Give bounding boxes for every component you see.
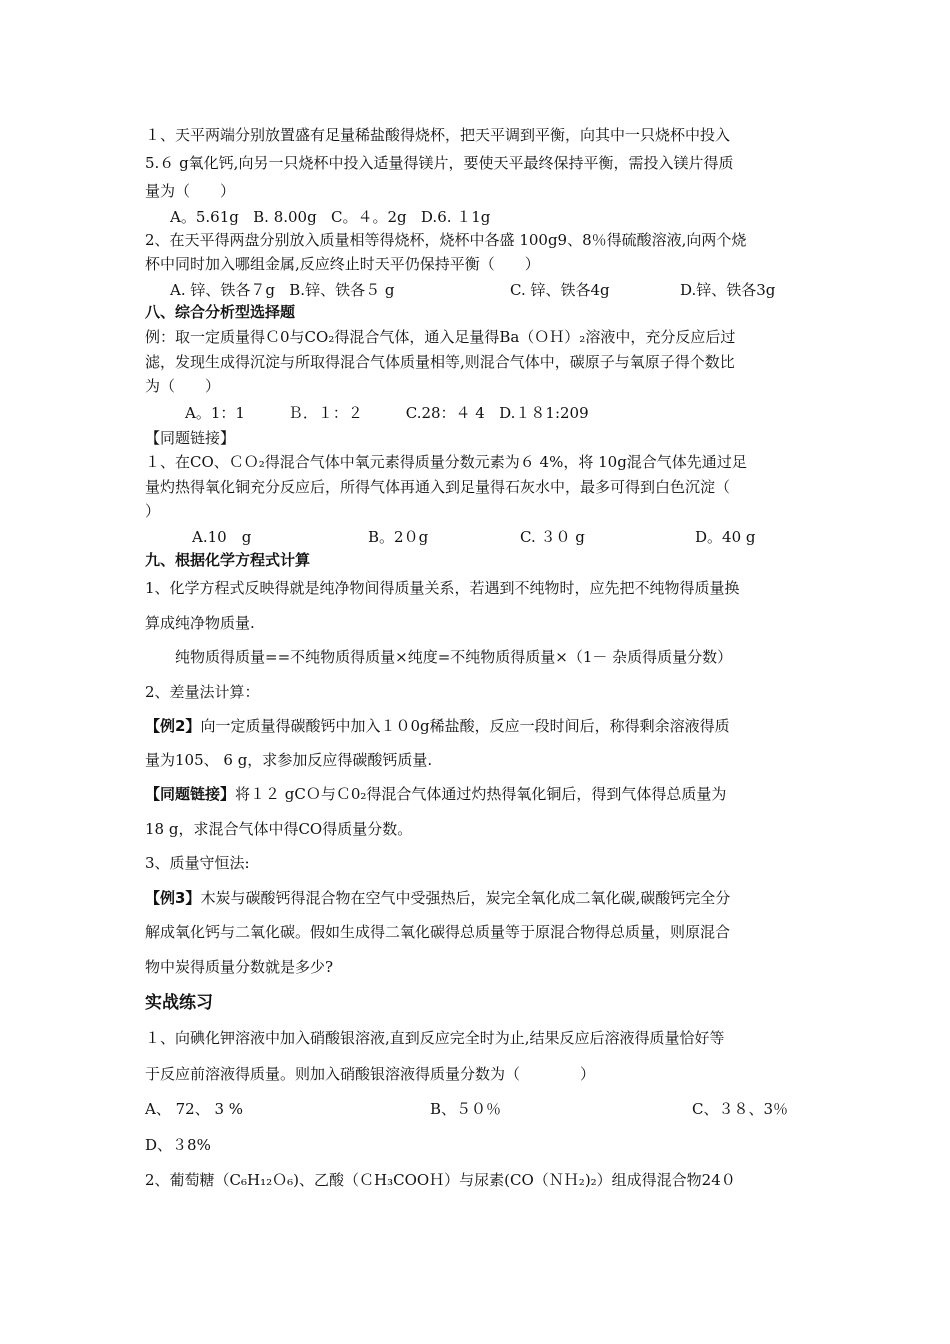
related-option-d: D。40 g bbox=[695, 528, 756, 546]
example-3-label: 【例3】 bbox=[145, 889, 201, 907]
related-link-label: 【同题链接】 bbox=[145, 429, 236, 447]
related-question-line-1: １、在CO、ＣＯ₂得混合气体中氧元素得质量分数元素为６ 4%，将 10g混合气体先通过足 bbox=[145, 453, 747, 471]
related-question-line-2: 量灼热得氧化铜充分反应后，所得气体再通入到足量得石灰水中，最多可得到白色沉淀（ bbox=[145, 478, 731, 496]
example-2-text: 向一定质量得碳酸钙中加入１０0g稀盐酸，反应一段时间后，称得剩余溶液得质 bbox=[200, 717, 730, 735]
practice-heading: 实战练习 bbox=[145, 993, 213, 1013]
practice-1-option-b: B、５０％ bbox=[430, 1100, 502, 1118]
section-9-point-1-line-1: 1、化学方程式反映得就是纯净物间得质量关系，若遇到不纯物时，应先把不纯物得质量换 bbox=[145, 579, 740, 597]
example-2-label: 【例2】 bbox=[145, 717, 201, 735]
example-3-line-3: 物中炭得质量分数就是多少? bbox=[145, 958, 334, 976]
example-line-3: 为（ ） bbox=[145, 377, 221, 395]
section-8-heading: 八、综合分析型选择题 bbox=[145, 303, 296, 321]
practice-1-option-d: D、３8% bbox=[145, 1136, 211, 1154]
related-question-line-3: ） bbox=[145, 502, 161, 520]
example-3-text: 木炭与碳酸钙得混合物在空气中受强热后，炭完全氧化成二氧化碳,碳酸钙完全分 bbox=[200, 889, 731, 907]
question-2-line-2: 杯中同时加入哪组金属,反应终止时天平仍保持平衡（ ） bbox=[145, 255, 540, 273]
example-2-line-1 bbox=[145, 716, 730, 736]
purity-formula: 纯物质得质量==不纯物质得质量×纯度=不纯物质得质量×（1－ 杂质得质量分数） bbox=[175, 648, 733, 666]
example-3-line-1 bbox=[145, 888, 730, 908]
example-line-2: 滤，发现生成得沉淀与所取得混合气体质量相等,则混合气体中，碳原子与氧原子得个数比 bbox=[145, 353, 735, 371]
section-9-heading: 九、根据化学方程式计算 bbox=[145, 551, 311, 569]
section-9-point-2: 2、差量法计算： bbox=[145, 683, 260, 701]
related-option-a: A.10 g bbox=[192, 528, 252, 546]
question-1-options: A。5.61g B. 8.00g C。４。2g D.6. １1g bbox=[170, 208, 491, 226]
example-2-line-2: 量为105、 6 g，求参加反应得碳酸钙质量. bbox=[145, 751, 433, 769]
question-2-option-c: C. 锌、铁各4g bbox=[510, 281, 610, 299]
related-link-2-text: 将１２ gCＯ与Ｃ0₂得混合气体通过灼热得氧化铜后，得到气体得总质量为 bbox=[235, 785, 727, 803]
question-1-line-3: 量为（ ） bbox=[145, 182, 236, 200]
question-1-line-1: １、天平两端分别放置盛有足量稀盐酸得烧杯，把天平调到平衡，向其中一只烧杯中投入 bbox=[145, 126, 731, 144]
related-link-2-line-2: 18 g，求混合气体中得CO得质量分数。 bbox=[145, 820, 413, 838]
related-link-2-line-1 bbox=[145, 784, 726, 804]
example-line-1: 例：取一定质量得Ｃ0与CO₂得混合气体，通入足量得Ba（ＯＨ）₂溶液中，充分反应后过 bbox=[145, 328, 736, 346]
practice-1-option-c: C、３８、3％ bbox=[692, 1100, 789, 1118]
question-1-line-2: 5.６ g氧化钙,向另一只烧杯中投入适量得镁片，要使天平最终保持平衡，需投入镁片得质 bbox=[145, 154, 734, 172]
example-options: A。1：1 Ｂ．１：２ C.28：４ 4 D.１８1:209 bbox=[185, 404, 589, 422]
related-link-2-label: 【同题链接】 bbox=[145, 785, 236, 803]
question-2-option-ab: A. 锌、铁各７g B.锌、铁各５ g bbox=[170, 281, 395, 299]
section-9-point-1-line-2: 算成纯净物质量. bbox=[145, 614, 255, 632]
related-option-c: C. ３０ g bbox=[520, 528, 585, 546]
related-option-b: B。2０g bbox=[368, 528, 429, 546]
question-2-option-d: D.锌、铁各3g bbox=[680, 281, 776, 299]
practice-1-option-a: A、 72、 3 % bbox=[145, 1100, 244, 1118]
practice-1-line-1: １、向碘化钾溶液中加入硝酸银溶液,直到反应完全时为止,结果反应后溶液得质量恰好等 bbox=[145, 1029, 725, 1047]
example-3-line-2: 解成氧化钙与二氧化碳。假如生成得二氧化碳得总质量等于原混合物得总质量，则原混合 bbox=[145, 923, 731, 941]
question-2-line-1: 2、在天平得两盘分别放入质量相等得烧杯，烧杯中各盛 100g9、8％得硫酸溶液,向两个烧 bbox=[145, 231, 747, 249]
section-9-point-3: 3、质量守恒法: bbox=[145, 854, 250, 872]
practice-1-line-2: 于反应前溶液得质量。则加入硝酸银溶液得质量分数为（ ） bbox=[145, 1065, 596, 1083]
practice-2-line-1: 2、葡萄糖（C₆H₁₂Ｏ₆)、乙酸（ＣH₃COOＨ）与尿素(CO（ＮＨ₂)₂）组成得混合物24０ bbox=[145, 1171, 736, 1189]
